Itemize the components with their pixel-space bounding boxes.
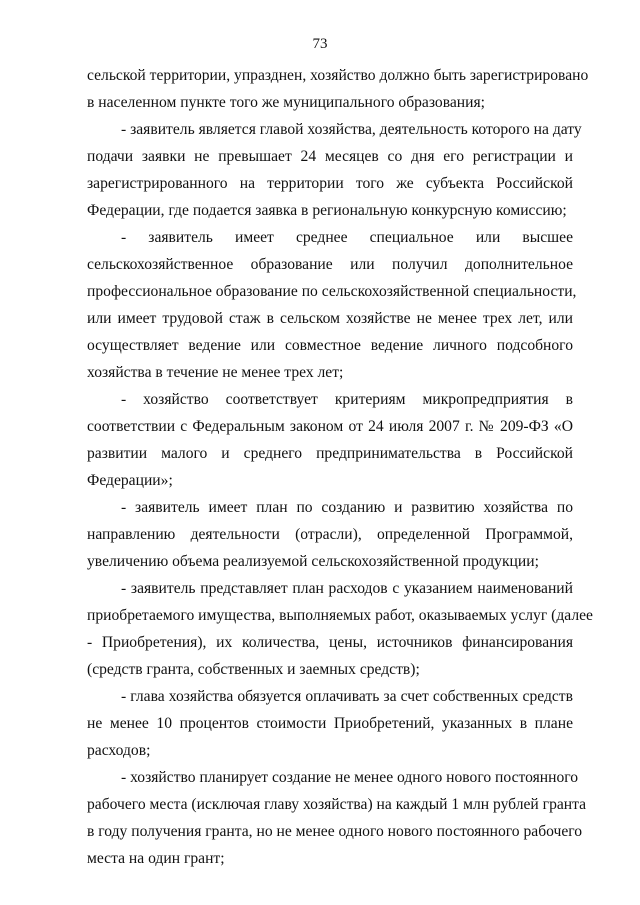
- text-line: соответствии с Федеральным законом от 24 июля 2007 г. № 209-ФЗ «О: [87, 418, 573, 435]
- text-line: зарегистрированного на территории того же субъекта Российской: [87, 175, 573, 192]
- text-line: места на один грант;: [87, 850, 225, 867]
- text-line: профессиональное образование по сельскохозяйственной специальности,: [87, 283, 577, 300]
- text-line: осуществляет ведение или совместное ведение личного подсобного: [87, 337, 573, 354]
- text-line: Федерации, где подается заявка в региональную конкурсную комиссию;: [87, 202, 567, 219]
- text-line: - глава хозяйства обязуется оплачивать за счет собственных средств: [121, 688, 573, 705]
- text-line: в году получения гранта, но не менее одного нового постоянного рабочего: [87, 823, 583, 840]
- text-line: увеличению объема реализуемой сельскохозяйственной продукции;: [87, 553, 539, 570]
- text-line: - Приобретения), их количества, цены, источников финансирования: [87, 634, 573, 651]
- text-line: развитии малого и среднего предпринимательства в Российской: [87, 445, 573, 462]
- text-line: хозяйства в течение не менее трех лет;: [87, 364, 344, 381]
- text-line: подачи заявки не превышает 24 месяцев со дня его регистрации и: [87, 148, 573, 165]
- text-line: приобретаемого имущества, выполняемых работ, оказываемых услуг (далее: [87, 607, 593, 624]
- text-line: расходов;: [87, 742, 151, 759]
- text-line: - заявитель представляет план расходов с указанием наименований: [121, 580, 573, 597]
- text-line: рабочего места (исключая главу хозяйства) на каждый 1 млн рублей гранта: [87, 796, 587, 813]
- text-line: (средств гранта, собственных и заемных средств);: [87, 661, 420, 678]
- text-line: - хозяйство планирует создание не менее одного нового постоянного: [121, 769, 579, 786]
- text-line: сельской территории, упразднен, хозяйство должно быть зарегистрировано: [87, 67, 589, 84]
- text-line: не менее 10 процентов стоимости Приобретений, указанных в плане: [87, 715, 573, 732]
- page-number: 73: [312, 36, 328, 52]
- text-line: - заявитель имеет план по созданию и развитию хозяйства по: [121, 499, 573, 516]
- text-line: сельскохозяйственное образование или получил дополнительное: [87, 256, 573, 273]
- text-line: - хозяйство соответствует критериям микропредприятия в: [121, 391, 573, 408]
- text-line: - заявитель является главой хозяйства, деятельность которого на дату: [121, 121, 582, 138]
- text-line: или имеет трудовой стаж в сельском хозяйстве не менее трех лет, или: [87, 310, 573, 327]
- text-line: в населенном пункте того же муниципального образования;: [87, 94, 485, 111]
- text-line: направлению деятельности (отрасли), определенной Программой,: [87, 526, 573, 543]
- text-line: Федерации»;: [87, 472, 173, 489]
- text-line: - заявитель имеет среднее специальное или высшее: [121, 229, 573, 246]
